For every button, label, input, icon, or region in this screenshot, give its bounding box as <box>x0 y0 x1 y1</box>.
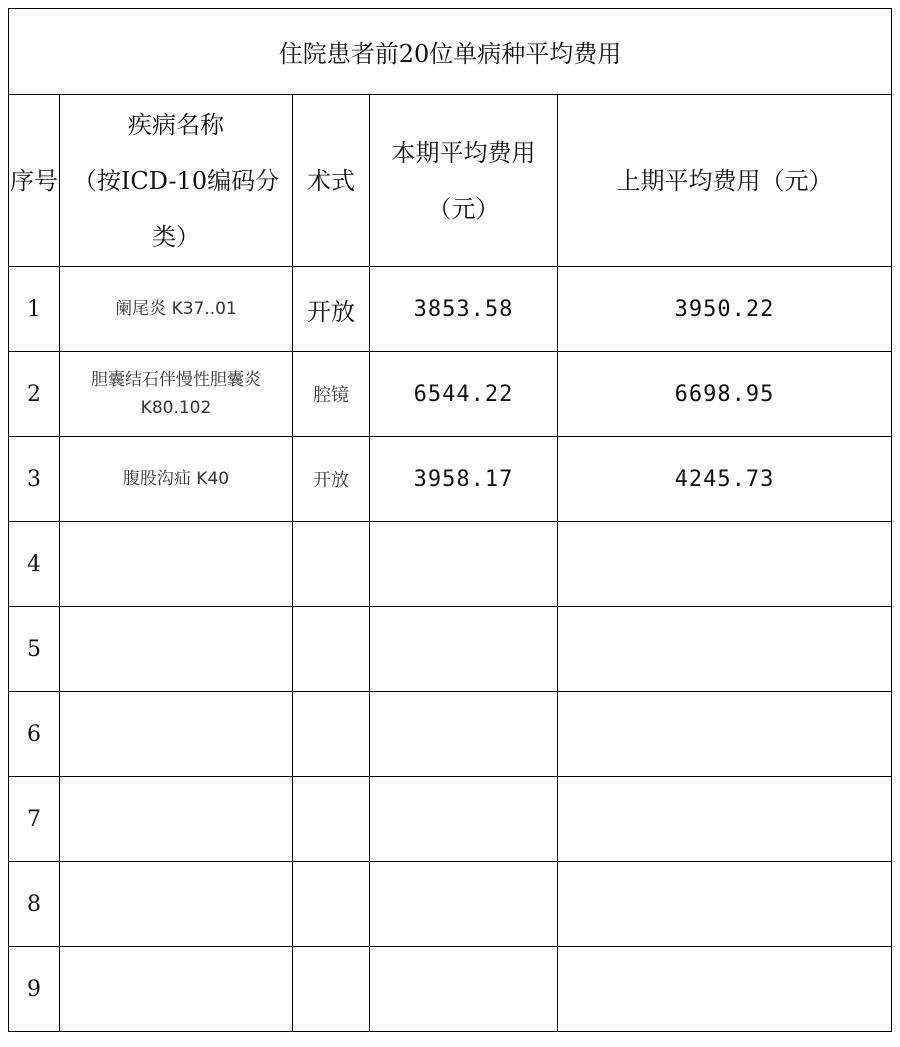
table-row <box>9 437 892 522</box>
row-previous-cost: 3950.22 <box>558 267 892 352</box>
header-current-line2: （元） <box>427 194 500 223</box>
row-method: 腔镜 <box>293 352 370 437</box>
row-disease-name <box>60 522 293 607</box>
row-method <box>293 692 370 777</box>
header-row <box>9 95 892 267</box>
header-method: 术式 <box>293 95 370 267</box>
row-previous-cost <box>558 777 892 862</box>
header-disease-line2: （按ICD-10编码分 <box>72 166 280 195</box>
title-row <box>9 9 892 95</box>
row-seq: 9 <box>9 947 60 1032</box>
row-method: 开放 <box>293 437 370 522</box>
header-current <box>370 95 558 267</box>
row-disease-line1: 腹股沟疝 K40 <box>122 469 230 489</box>
row-seq: 1 <box>9 267 60 352</box>
table-row <box>9 862 892 947</box>
row-current-cost: 6544.22 <box>370 352 558 437</box>
table-row <box>9 692 892 777</box>
row-current-cost <box>370 862 558 947</box>
row-previous-cost: 6698.95 <box>558 352 892 437</box>
table-row <box>9 777 892 862</box>
row-previous-cost: 4245.73 <box>558 437 892 522</box>
document-sheet <box>8 8 891 1032</box>
header-disease-line3: 类） <box>152 222 200 251</box>
row-disease-name <box>60 692 293 777</box>
row-disease-name <box>60 437 293 522</box>
row-previous-cost <box>558 692 892 777</box>
row-method <box>293 777 370 862</box>
cost-table <box>8 8 892 1032</box>
table-title: 住院患者前20位单病种平均费用 <box>9 9 892 95</box>
table-row <box>9 522 892 607</box>
row-previous-cost <box>558 522 892 607</box>
row-current-cost: 3958.17 <box>370 437 558 522</box>
row-current-cost <box>370 777 558 862</box>
row-current-cost <box>370 947 558 1032</box>
row-disease-name <box>60 777 293 862</box>
header-disease-line1: 疾病名称 <box>128 110 224 139</box>
header-disease <box>60 95 293 267</box>
row-disease-name <box>60 862 293 947</box>
row-disease-name <box>60 607 293 692</box>
row-previous-cost <box>558 607 892 692</box>
table-row <box>9 947 892 1032</box>
row-seq: 2 <box>9 352 60 437</box>
row-disease-line1: 胆囊结石伴慢性胆囊炎 <box>91 370 261 390</box>
row-disease-name <box>60 947 293 1032</box>
row-disease-name <box>60 267 293 352</box>
table-row <box>9 352 892 437</box>
row-disease-name <box>60 352 293 437</box>
row-seq: 4 <box>9 522 60 607</box>
header-seq: 序号 <box>9 95 60 267</box>
row-disease-line1: 阑尾炎 K37..01 <box>115 299 237 319</box>
row-method <box>293 607 370 692</box>
row-seq: 3 <box>9 437 60 522</box>
row-previous-cost <box>558 862 892 947</box>
row-seq: 6 <box>9 692 60 777</box>
table-row <box>9 607 892 692</box>
row-method <box>293 947 370 1032</box>
row-current-cost <box>370 607 558 692</box>
row-current-cost <box>370 522 558 607</box>
row-seq: 8 <box>9 862 60 947</box>
row-method <box>293 522 370 607</box>
row-method <box>293 862 370 947</box>
table-row <box>9 267 892 352</box>
header-current-line1: 本期平均费用 <box>391 138 536 167</box>
row-method: 开放 <box>293 267 370 352</box>
row-disease-line2: K80.102 <box>140 398 212 418</box>
row-seq: 5 <box>9 607 60 692</box>
row-current-cost <box>370 692 558 777</box>
row-previous-cost <box>558 947 892 1032</box>
header-previous: 上期平均费用（元） <box>558 95 892 267</box>
row-seq: 7 <box>9 777 60 862</box>
row-current-cost: 3853.58 <box>370 267 558 352</box>
